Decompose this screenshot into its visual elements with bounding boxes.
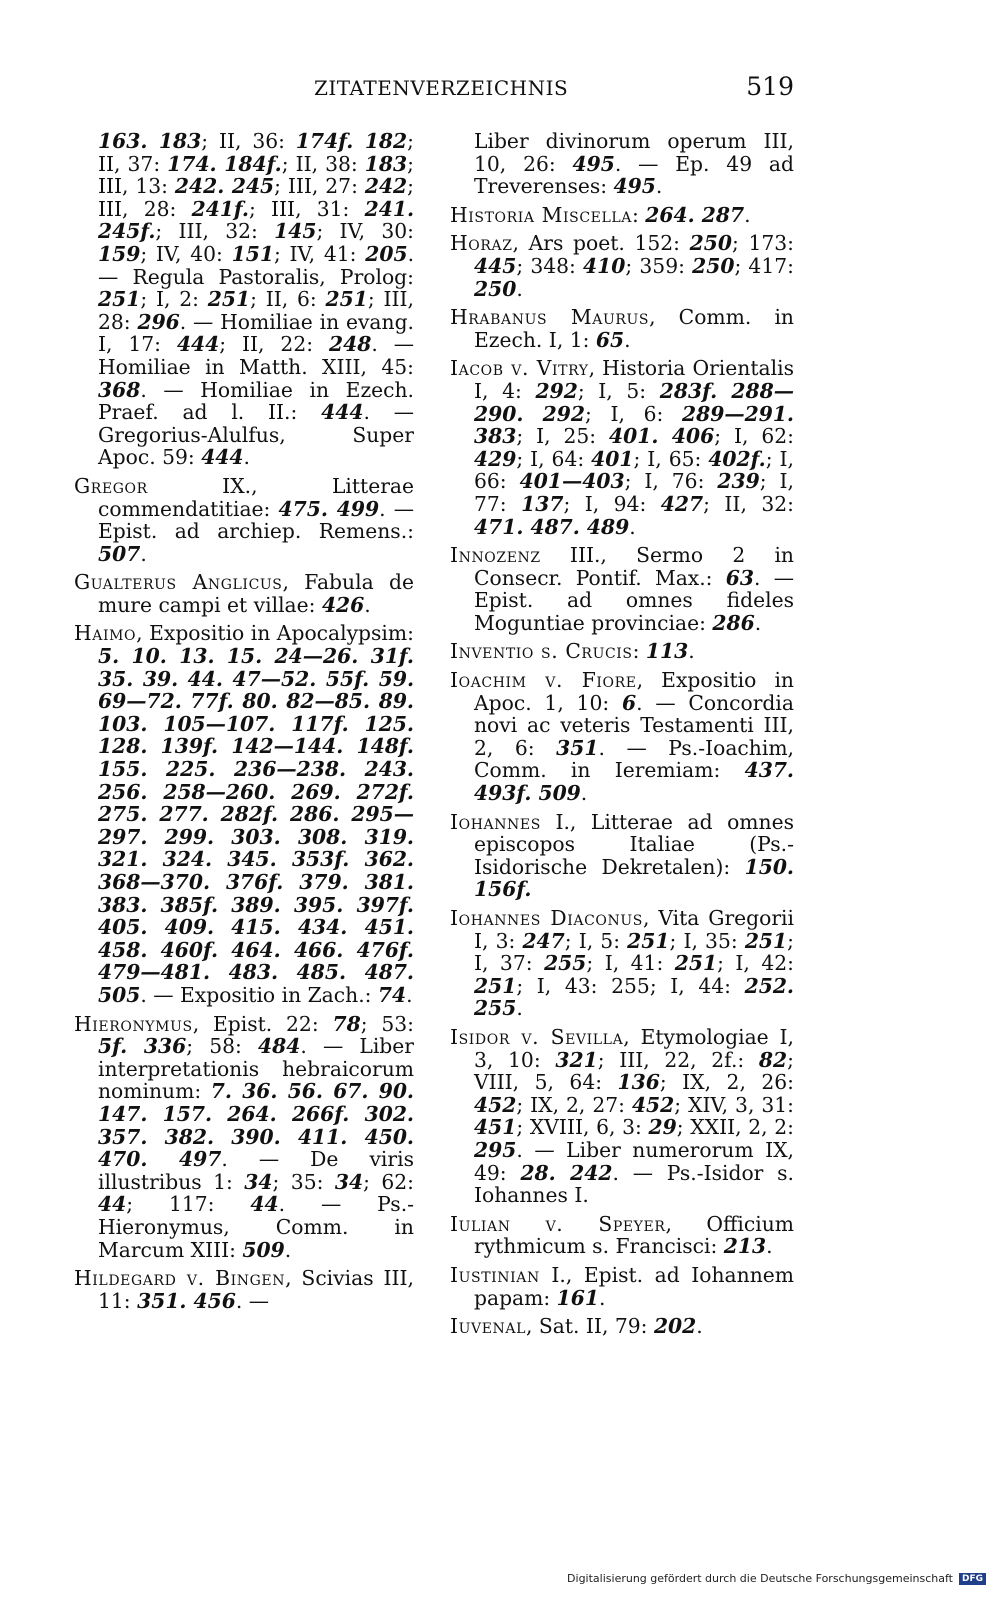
entry-heading: Hieronymus <box>74 1011 193 1036</box>
page-reference: 368 <box>98 377 141 402</box>
entry-text: ; 117: <box>126 1192 251 1217</box>
page-reference: 264. 287 <box>645 202 745 227</box>
entry-text: , Comm. in Ezech. I, 1: <box>474 305 794 352</box>
page-reference: 7. 36. 56. 67. 90. 147. 157. 264. 266f. 302. 357. 382. 390. 411. 450. 470. 497 <box>98 1079 414 1172</box>
entry-text: . <box>140 541 147 566</box>
page-reference: 471. 487. 489 <box>474 514 630 539</box>
page-reference: 241. 245f. <box>98 196 415 244</box>
page-reference: 28. 242 <box>520 1160 613 1185</box>
page-reference: 292 <box>535 378 578 403</box>
page-reference: 34 <box>334 1169 364 1194</box>
page-reference: 205 <box>365 241 408 266</box>
page-reference: 429 <box>474 446 517 471</box>
page-reference: 402f. <box>708 446 766 471</box>
page-reference: 251 <box>474 973 517 998</box>
page-reference: 174. 184f. <box>167 151 282 176</box>
entry-text: . <box>516 276 523 301</box>
entry-text: ; 62: <box>363 1169 414 1194</box>
page-reference: 283f. 288—290. 292 <box>474 378 795 426</box>
entry-text: ; I, 77: <box>474 469 794 516</box>
entry-heading: Gualterus Anglicus <box>74 570 283 595</box>
entry-text: . <box>754 610 762 635</box>
entry-text: . — Regula Pastoralis, Prolog: <box>98 241 415 289</box>
page-reference: 251 <box>627 928 670 953</box>
page-reference: 113 <box>645 639 689 664</box>
entry-text: ; III, 22, 2f.: <box>597 1047 759 1072</box>
entry-text: ; I, 35: <box>669 928 745 953</box>
entry-text: . — Gregorius-Alulfus, Super Apoc. 59: <box>98 400 414 470</box>
page-reference: 251 <box>744 928 788 953</box>
page-reference: 255 <box>544 951 587 976</box>
entry-text: ; III, 13: <box>98 151 414 199</box>
page-reference: 34 <box>244 1169 273 1194</box>
entry-heading: Horaz <box>450 231 513 256</box>
entry-text: ; I, 2: <box>140 287 208 312</box>
entry-text: . — Homiliae in evang. I, 17: <box>98 309 414 357</box>
entry-text: ; 359: <box>625 253 693 278</box>
entry-text: . — Ps.-Isidor s. Iohannes I. <box>474 1160 795 1208</box>
page-reference: 82 <box>758 1047 788 1072</box>
page-reference: 250 <box>474 276 517 301</box>
page-reference: 452 <box>631 1092 675 1117</box>
entry-text: ; XIV, 3, 31: <box>674 1092 794 1117</box>
entry-text: ; II, 6: <box>250 287 326 312</box>
entry-text: ; IX, 2, 27: <box>516 1092 632 1117</box>
entry-text: ; II, 32: <box>703 491 794 516</box>
page-reference: 401 <box>591 446 634 471</box>
entry-heading: Ioachim v. Fiore <box>450 668 637 693</box>
page-reference: 239 <box>717 469 760 494</box>
entry-text: ; II, 22: <box>219 332 329 357</box>
index-entry <box>450 544 794 634</box>
entry-text: ; 58: <box>186 1034 259 1059</box>
entry-text: . — <box>235 1288 270 1313</box>
entry-text: . <box>766 1234 773 1259</box>
entry-heading: Haimo <box>74 621 137 646</box>
page-reference: 495 <box>613 174 656 199</box>
entry-text: . <box>580 781 588 806</box>
entry-text: ; I, 6: <box>585 401 682 426</box>
entry-heading: Iohannes <box>450 809 541 834</box>
page-reference: 295 <box>474 1137 517 1162</box>
entry-text: I., Litterae ad omnes episcopos Italiae (Ps.-Isidorische Dekretalen): <box>474 809 794 879</box>
entry-text: ; I, 66: <box>474 446 794 494</box>
index-entry <box>74 1267 414 1312</box>
credit-text: Digitalisierung gefördert durch die Deutsche Forschungsgemeinschaft <box>567 1572 953 1585</box>
index-entry <box>74 622 414 1006</box>
page-reference: 5. 10. 13. 15. 24—26. 31f. 35. 39. 44. 47—52. 55f. 59. 69—72. 77f. 80. 82—85. 89. 103. 105—107. 117f. 125. 128. 139f. 142—144. 148f. 155. 225. 236—238. 243. 256. 258—260. 269. 272f. 275. 277. 282f. 286. 295—297. 299. 303. 308. 319. 321. 324. 345. 353f. 362. 368—370. 376f. 379. 381. 383. 385f. 389. 395. 397f. 405. 409. 415. 434. 451. 458. 460f. 464. 466. 476f. 479—481. 483. 485. 487. 505 <box>98 644 414 1007</box>
entry-heading: Innozenz <box>450 543 541 568</box>
entry-text: . — Expositio in Zach.: <box>140 982 378 1007</box>
index-entry <box>450 1264 794 1309</box>
page-reference: 410 <box>583 253 626 278</box>
page-reference: 427 <box>660 491 704 516</box>
page-reference: 509 <box>242 1237 285 1262</box>
page-reference: 451 <box>474 1115 517 1140</box>
page-reference: 296 <box>137 309 180 334</box>
entry-text: . — Homiliae in Ezech. Praef. ad l. II.: <box>98 377 414 425</box>
page-reference: 289—291. 383 <box>474 401 794 449</box>
page-reference: 5f. 336 <box>98 1034 187 1059</box>
entry-heading: Iacob v. Vitry <box>450 356 589 381</box>
entry-text: . <box>624 327 631 352</box>
entry-text: , Fabula de mure campi et villae: <box>98 570 414 617</box>
entry-text: . — Concordia novi ac veteris Testamenti III, 2, 6: <box>474 690 794 760</box>
index-entry <box>450 1315 794 1338</box>
entry-text: ; 173: <box>731 231 794 256</box>
page-reference: 401—403 <box>519 469 625 494</box>
index-entry <box>450 1026 794 1207</box>
entry-text: ; I, 5: <box>564 928 628 953</box>
page-reference: 202 <box>653 1314 697 1339</box>
index-entry <box>450 907 794 1020</box>
entry-text: , Scivias III, 11: <box>98 1266 414 1313</box>
page-reference: 174f. 182 <box>295 129 408 153</box>
entry-text: Liber divinorum operum III, 10, 26: <box>474 129 794 176</box>
entry-text: ; III, 28: <box>98 287 415 334</box>
entry-heading: Inventio s. Crucis <box>450 639 633 664</box>
index-entry <box>450 640 794 663</box>
entry-text: ; IX, 2, 26: <box>659 1070 794 1095</box>
entry-text: III., Sermo 2 in Consecr. Pontif. Max.: <box>474 543 794 590</box>
index-entry <box>450 357 794 538</box>
page-reference: 251 <box>207 287 251 312</box>
entry-text: . — Epist. ad omnes fideles Moguntiae provinciae: <box>474 565 794 635</box>
entry-text: ; VIII, 5, 64: <box>474 1047 794 1095</box>
index-column-right <box>450 130 794 1344</box>
page-reference: 150. 156f. <box>474 854 794 902</box>
entry-text: , Vita Gregorii I, 3: <box>474 906 795 953</box>
page-reference: 251 <box>674 951 718 976</box>
entry-text: ; I, 42: <box>717 951 794 976</box>
entry-text: ; I, 65: <box>633 446 709 471</box>
page-reference: 213 <box>723 1234 767 1259</box>
page-reference: 444 <box>201 445 244 470</box>
page-reference: 159 <box>98 241 141 266</box>
entry-text: : <box>632 639 646 664</box>
page-reference: 65 <box>595 327 625 352</box>
entry-text: ; 35: <box>272 1169 335 1194</box>
page-reference: 351 <box>556 735 599 760</box>
page-reference: 242. 245 <box>174 174 275 199</box>
page-reference: 252. 255 <box>474 973 794 1021</box>
entry-text: IX., Litterae commendatitiae: <box>98 473 414 521</box>
page-reference: 63 <box>725 565 754 590</box>
entry-text: ; III, 31: <box>248 196 365 221</box>
entry-text: ; IV, 41: <box>273 241 366 266</box>
entry-text: , Expositio in Apocalypsim: <box>136 621 414 646</box>
entry-heading: Historia Miscella <box>450 202 632 227</box>
entry-text: . <box>364 592 371 617</box>
index-entry <box>74 475 414 565</box>
entry-heading: Iohannes Diaconus <box>450 906 643 930</box>
entry-text: . — Ps.-Hieronymus, Comm. in Marcum XIII: <box>98 1192 414 1262</box>
page-reference: 484 <box>258 1034 301 1059</box>
page-reference: 161 <box>556 1285 600 1310</box>
entry-text: ; I, 25: <box>516 424 609 449</box>
page-reference: 444 <box>176 332 220 357</box>
index-entry <box>74 1013 414 1262</box>
entry-text: , Officium rythmicum s. Francisci: <box>474 1211 794 1259</box>
page-reference: 250 <box>689 231 732 256</box>
entry-text: , Etymologiae I, 3, 10: <box>474 1024 794 1072</box>
page-header <box>74 72 794 106</box>
entry-text: . <box>629 514 636 539</box>
entry-text: . — Ep. 49 ad Treverenses: <box>474 151 794 199</box>
digitization-credit <box>567 1572 986 1585</box>
entry-text: ; III, 27: <box>274 174 365 199</box>
index-entry <box>450 811 794 901</box>
page-reference: 163. 183 <box>98 129 202 153</box>
page-reference: 444 <box>321 400 364 425</box>
page-reference: 241f. <box>191 196 249 221</box>
entry-text: : <box>631 202 646 227</box>
index-entry <box>450 669 794 805</box>
index-entry <box>450 204 794 227</box>
entry-text: I., Epist. ad Iohannem papam: <box>474 1262 794 1310</box>
entry-heading: Iustinian <box>450 1262 540 1287</box>
entry-text: ; II, 36: <box>201 129 296 153</box>
page-reference: 136 <box>617 1070 660 1095</box>
page-reference: 247 <box>522 928 565 953</box>
entry-text: ; III, 32: <box>155 219 275 244</box>
entry-text: ; 417: <box>734 253 794 278</box>
entry-heading: Hrabanus Maurus <box>450 305 650 330</box>
entry-text: . <box>243 445 250 470</box>
entry-text: ; I, 64: <box>516 446 592 471</box>
entry-text: ; 53: <box>360 1011 414 1036</box>
entry-text: ; IV, 40: <box>140 241 232 266</box>
page-reference: 452 <box>474 1092 517 1117</box>
entry-text: , Expositio in Apoc. 1, 10: <box>474 668 794 715</box>
page-reference: 351. 456 <box>137 1288 236 1313</box>
index-entry <box>450 130 794 198</box>
entry-text: ; I, 76: <box>624 469 718 494</box>
entry-text: . — Liber numerorum IX, 49: <box>474 1137 794 1185</box>
entry-text: . <box>696 1314 703 1339</box>
entry-text: , Historia Orientalis I, 4: <box>474 356 794 403</box>
entry-text: ; XVIII, 6, 3: <box>516 1115 649 1140</box>
page-reference: 507 <box>98 541 141 566</box>
entry-heading: Isidor v. Sevilla <box>450 1024 624 1049</box>
page-reference: 286 <box>712 610 755 635</box>
entry-text: , Sat. II, 79: <box>526 1314 654 1339</box>
entry-text: . — Epist. ad archiep. Remens.: <box>98 496 414 544</box>
page-reference: 495 <box>572 151 615 176</box>
entry-text: ; III, 28: <box>98 174 415 221</box>
entry-heading: Gregor <box>74 473 148 498</box>
running-title: ZITATENVERZEICHNIS <box>314 76 569 100</box>
page-reference: 426 <box>321 592 365 617</box>
page-reference: 251 <box>325 287 368 312</box>
entry-text: . <box>688 639 695 664</box>
entry-text: ; IV, 30: <box>316 219 414 244</box>
page-reference: 321 <box>555 1047 598 1072</box>
index-column-left <box>74 130 414 1318</box>
entry-text: . <box>284 1237 292 1262</box>
entry-text: ; 348: <box>516 253 584 278</box>
index-entry <box>450 232 794 300</box>
entry-text: ; II, 37: <box>98 129 414 176</box>
entry-text: . <box>516 996 523 1021</box>
entry-text: ; I, 41: <box>586 951 675 976</box>
index-entry <box>74 130 414 469</box>
entry-heading: Iulian v. Speyer <box>450 1211 666 1236</box>
page-reference: 74 <box>377 982 407 1007</box>
entry-text: . — De viris illustribus 1: <box>98 1147 414 1194</box>
entry-text: . <box>744 202 751 227</box>
entry-text: ; I, 94: <box>563 491 661 516</box>
page-reference: 437. 493f. 509 <box>474 758 794 806</box>
page-reference: 78 <box>332 1011 361 1036</box>
index-entry <box>450 306 794 351</box>
page-reference: 6 <box>621 690 637 715</box>
page-reference: 151 <box>231 241 274 266</box>
page-reference: 145 <box>274 219 317 244</box>
entry-text: ; I, 62: <box>714 424 795 449</box>
entry-text: . <box>655 174 663 199</box>
page-reference: 250 <box>692 253 735 278</box>
page-reference: 401. 406 <box>609 424 715 449</box>
index-entry <box>74 571 414 616</box>
page-number: 519 <box>746 72 794 101</box>
dfg-logo-icon: DFG <box>959 1573 986 1585</box>
page-reference: 137 <box>521 491 564 516</box>
page-reference: 29 <box>648 1115 677 1140</box>
page-reference: 475. 499 <box>278 496 380 521</box>
entry-text: , Ars poet. 152: <box>512 231 690 256</box>
entry-text: , Epist. 22: <box>192 1011 333 1036</box>
entry-heading: Iuvenal <box>450 1314 526 1339</box>
entry-text: . <box>406 982 413 1007</box>
entry-text: . — Ps.-Ioachim, Comm. in Ieremiam: <box>474 735 794 783</box>
page-reference: 242 <box>364 174 408 199</box>
page-reference: 183 <box>364 151 408 176</box>
entry-text: ; XXII, 2, 2: <box>676 1115 794 1140</box>
index-entry <box>450 1213 794 1258</box>
entry-text: ; I, 5: <box>577 378 660 403</box>
page-reference: 44 <box>250 1192 279 1217</box>
entry-heading: Hildegard v. Bingen <box>74 1266 286 1291</box>
page-reference: 445 <box>474 253 517 278</box>
entry-text: . — Liber interpretationis hebraicorum nominum: <box>98 1034 414 1104</box>
entry-text: ; I, 43: 255; I, 44: <box>516 973 745 998</box>
entry-text: ; I, 37: <box>474 928 794 976</box>
page-reference: 251 <box>98 287 141 312</box>
entry-text: . <box>599 1285 606 1310</box>
entry-text: ; II, 38: <box>281 151 365 176</box>
page-reference: 248 <box>328 332 372 357</box>
entry-text: . — Homiliae in Matth. XIII, 45: <box>98 332 414 379</box>
page-reference: 44 <box>98 1192 127 1217</box>
